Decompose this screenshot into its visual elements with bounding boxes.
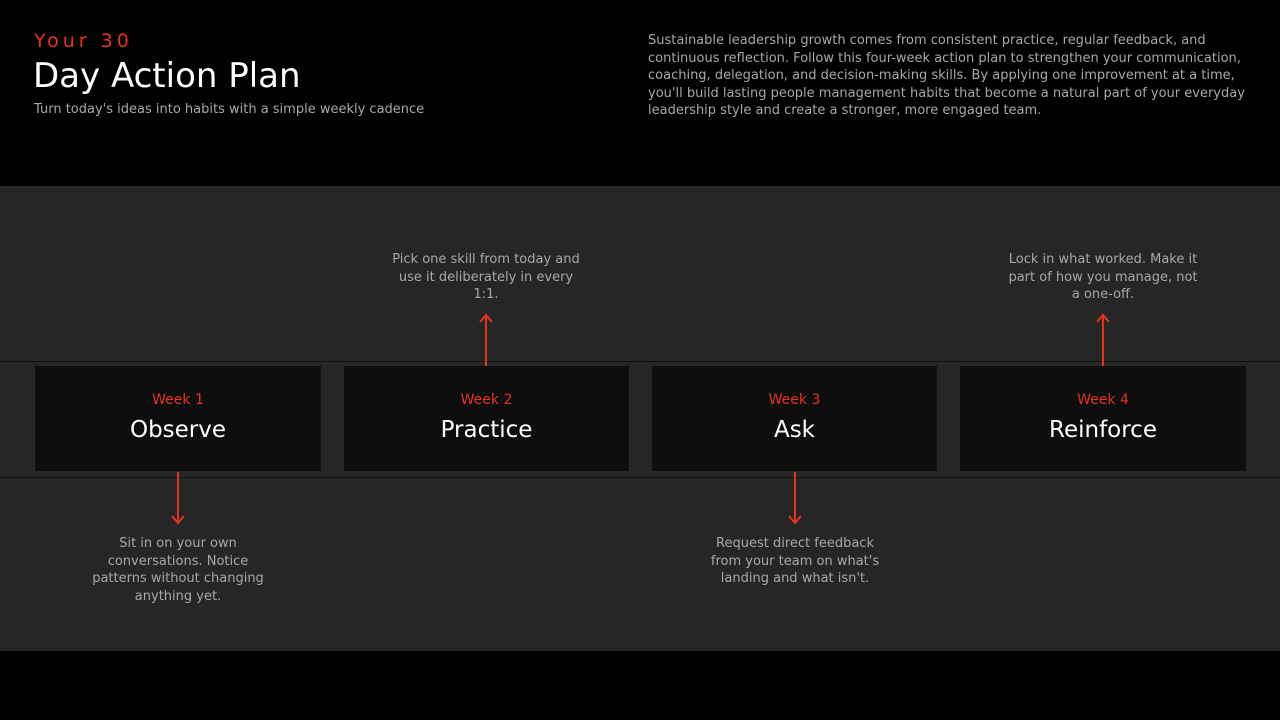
week-3-arrow-down-icon (787, 471, 803, 525)
week-card-3-label: Week 3 (768, 392, 821, 408)
week-2-arrow-up-icon (478, 313, 494, 367)
week-card-3 (652, 366, 937, 471)
intro-paragraph: Sustainable leadership growth comes from consistent practice, regular feedback, and continuous reflection. Follow this four-week action plan to strengthen your communication, coaching, delegation, and decision-making skills. By applying one improvement at a time, you'll build lasting people management habits that become a natural part of your everyday leadership style and create a stronger, more engaged team. (648, 33, 1245, 118)
week-1-note: Sit in on your own conversations. Notice patterns without changing anything yet. (92, 536, 264, 604)
week-card-1-name: Observe (129, 417, 227, 443)
week-2-note: Pick one skill from today and use it deliberately in every 1:1. (392, 252, 580, 302)
week-card-1 (35, 366, 321, 471)
week-3-note: Request direct feedback from your team on what's landing and what isn't. (710, 536, 880, 586)
week-card-4-name: Reinforce (1049, 417, 1157, 443)
week-card-2-label: Week 2 (460, 392, 513, 408)
week-4-note: Lock in what worked. Make it part of how you manage, not a one-off. (1008, 252, 1198, 302)
eyebrow-label: Your 30 (34, 30, 133, 52)
page-title: Day Action Plan (33, 56, 301, 96)
week-card-2 (344, 366, 629, 471)
week-card-4 (960, 366, 1246, 471)
page-subtitle: Turn today's ideas into habits with a simple weekly cadence (34, 102, 425, 117)
timeline-rule-top (0, 361, 1280, 362)
week-card-3-name: Ask (773, 417, 816, 443)
week-card-1-label: Week 1 (152, 392, 204, 408)
week-card-2-name: Practice (440, 417, 533, 443)
week-4-arrow-up-icon (1095, 313, 1111, 367)
week-1-arrow-down-icon (170, 471, 186, 525)
week-card-4-label: Week 4 (1077, 392, 1129, 408)
timeline-rule-bottom (0, 477, 1280, 478)
